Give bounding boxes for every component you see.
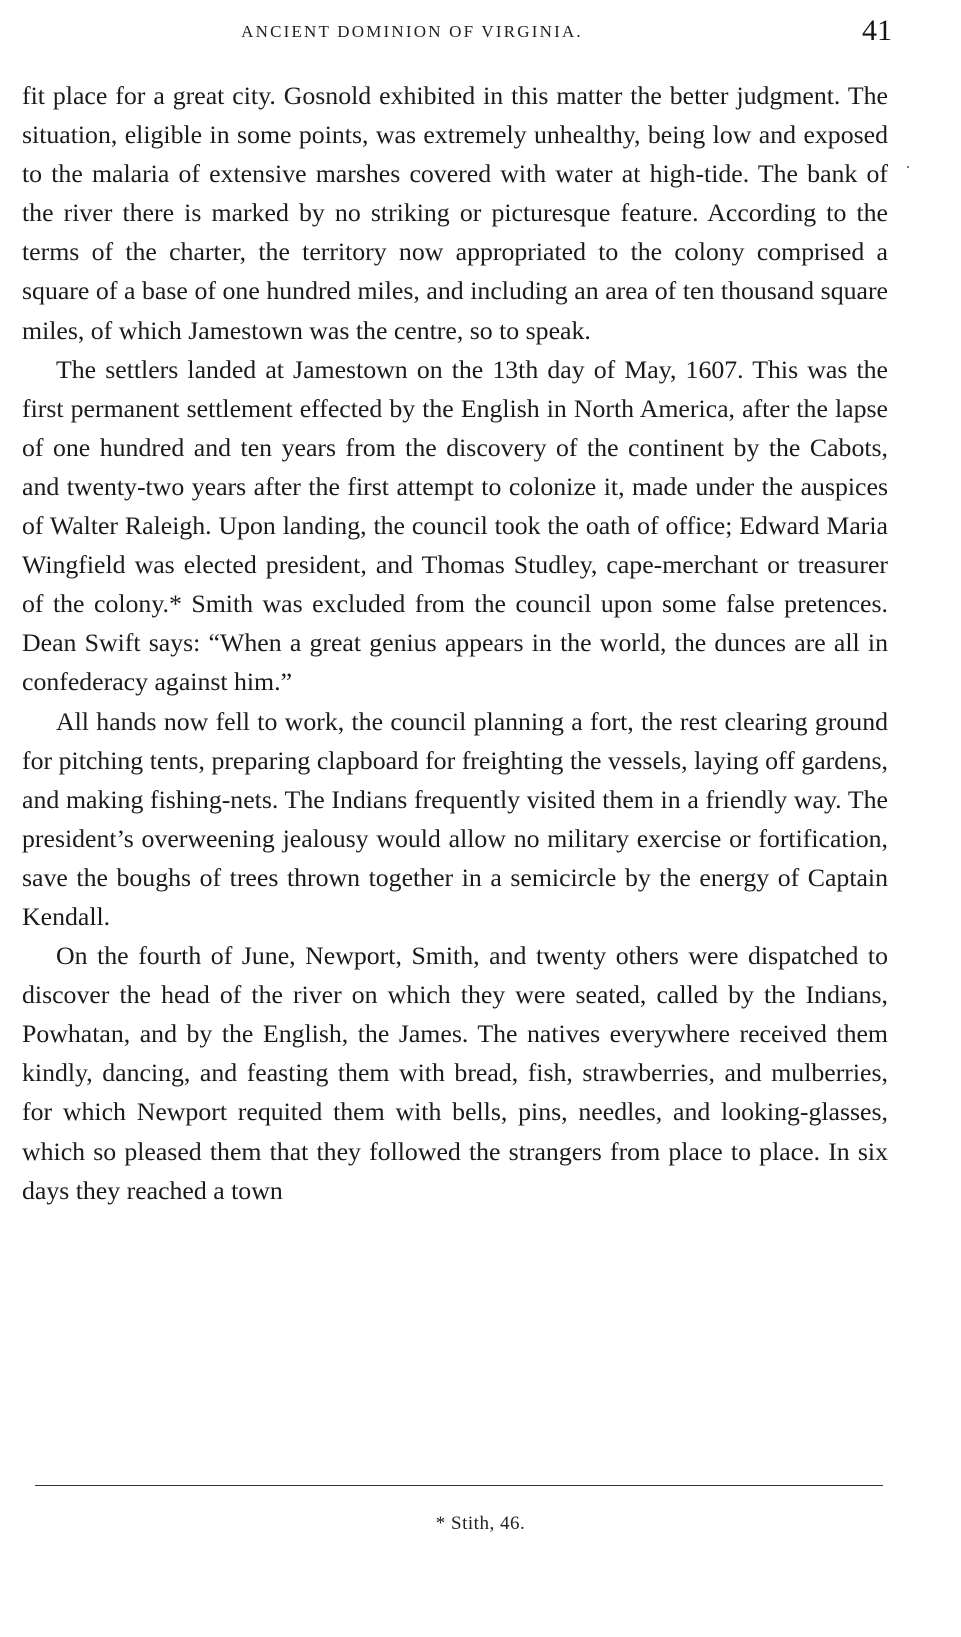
running-head (22, 14, 892, 50)
page-number: 41 (862, 14, 892, 47)
footnote: * Stith, 46. (435, 1513, 526, 1534)
body-text (22, 76, 888, 1210)
paragraph-all-hands: All hands now fell to work, the council planning a fort, the rest clearing ground for pitching tents, preparing clapboard for freighting the vessels, laying off gardens, and making fishing-nets. The Indians frequently visited them in a friendly way. The president’s overweening jealousy would allow no military exercise or fortification, save the boughs of trees thrown together in a semicircle by the energy of Captain Kendall. (22, 706, 888, 931)
footnote-divider (35, 1485, 883, 1486)
running-title: ANCIENT DOMINION OF VIRGINIA. (241, 22, 583, 41)
paragraph-fourth-of-june: On the fourth of June, Newport, Smith, and twenty others were dispatched to discover the head of the river on which they were seated, called by the Indians, Powhatan, and by the English, the James. The natives everywhere received them kindly, dancing, and feasting them with bread, fish, strawberries, and mulberries, for which Newport requited them with bells, pins, needles, and looking-glasses, which so pleased them that they followed the strangers from place to place. In six days they reached a town (22, 941, 888, 1205)
paragraph-settlers-landed: The settlers landed at Jamestown on the 13th day of May, 1607. This was the first permanent settlement effected by the English in North America, after the lapse of one hundred and ten years from the discovery of the continent by the Cabots, and twenty-two years after the first attempt to colonize it, made under the auspices of Walter Raleigh. Upon landing, the council took the oath of office; Edward Maria Wingfield was elected president, and Thomas Studley, cape-merchant or treasurer of the colony.* Smith was excluded from the council upon some false pretences. Dean Swift says: “When a great genius appears in the world, the dunces are all in confederacy against him.” (22, 354, 888, 697)
paragraph-continuation: fit place for a great city. Gosnold exhibited in this matter the better judgment. The situation, eligible in some points, was extremely unhealthy, being low and exposed to the malaria of extensive marshes covered with water at high-tide. The bank of the river there is marked by no striking or picturesque feature. According to the terms of the charter, the territory now appropriated to the colony comprised a square of a base of one hundred miles, and including an area of ten thousand square miles, of which Jamestown was the centre, so to speak. (22, 81, 888, 345)
stray-ink-mark (907, 166, 909, 168)
